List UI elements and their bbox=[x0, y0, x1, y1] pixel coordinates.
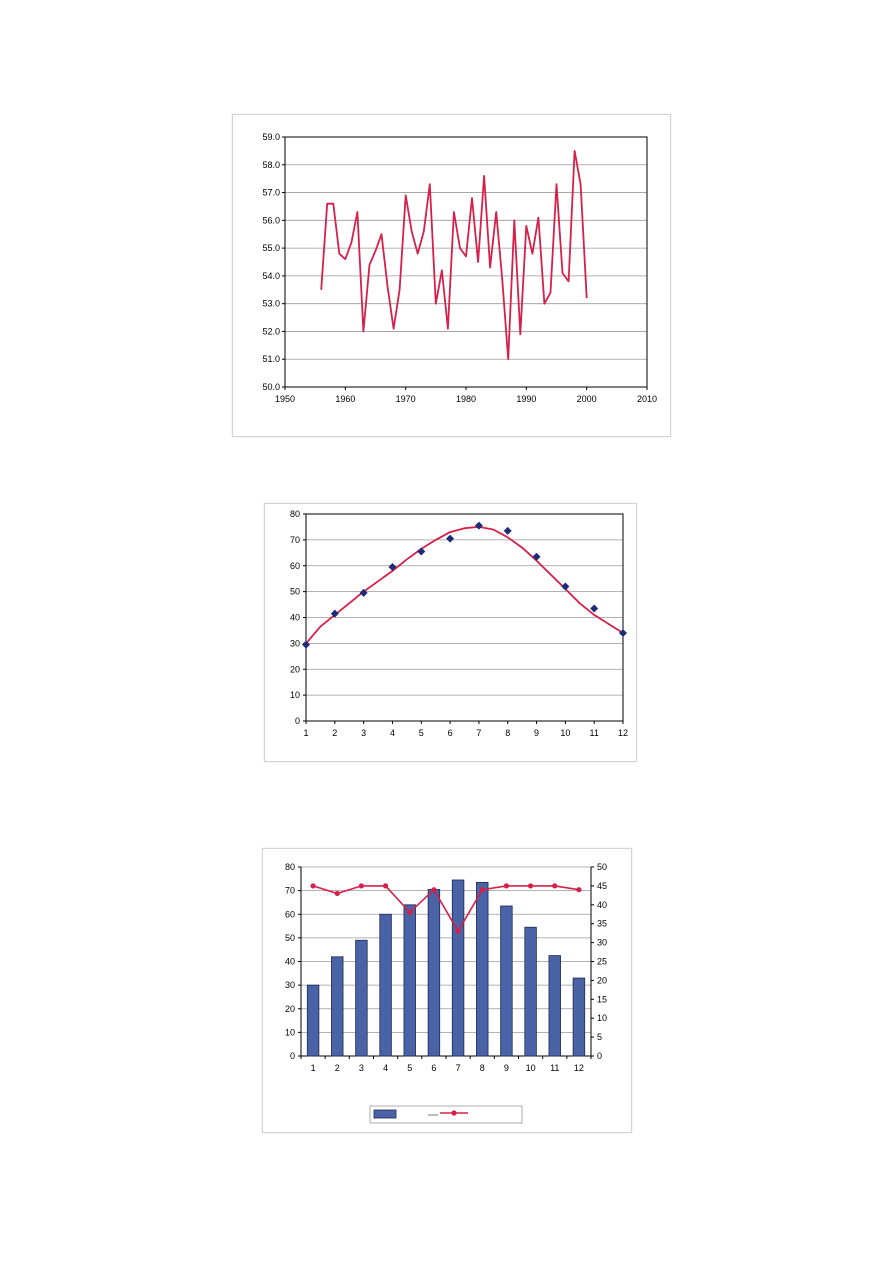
line-point-marker bbox=[383, 883, 388, 888]
x-tick-label: 2 bbox=[334, 1063, 340, 1073]
x-tick-label: 1 bbox=[310, 1063, 316, 1073]
x-tick-label: 7 bbox=[455, 1063, 461, 1073]
bar bbox=[573, 978, 585, 1056]
y-tick-label: 0 bbox=[294, 716, 300, 726]
x-tick-label: 1970 bbox=[395, 394, 416, 404]
x-tick-label: 1 bbox=[303, 728, 309, 738]
line-point-marker bbox=[504, 883, 509, 888]
x-tick-label: 6 bbox=[431, 1063, 437, 1073]
line-point-marker bbox=[335, 891, 340, 896]
y-tick-label: 10 bbox=[289, 690, 300, 701]
y2-tick-label: 25 bbox=[597, 956, 608, 967]
plot-area-frame bbox=[285, 137, 647, 387]
x-tick-label: 11 bbox=[589, 728, 599, 738]
x-tick-label: 4 bbox=[383, 1063, 389, 1073]
legend-swatch-bars bbox=[374, 1110, 396, 1118]
y-tick-label: 60 bbox=[284, 909, 295, 920]
x-tick-label: 9 bbox=[534, 728, 540, 738]
y2-tick-label: 15 bbox=[597, 994, 608, 1005]
data-point-marker bbox=[388, 563, 396, 571]
y-tick-label: 10 bbox=[284, 1027, 295, 1038]
line-point-marker bbox=[431, 887, 436, 892]
data-point-marker bbox=[417, 548, 425, 556]
data-point-marker bbox=[590, 604, 598, 612]
x-tick-label: 2 bbox=[332, 728, 338, 738]
data-point-marker bbox=[302, 641, 310, 649]
bar bbox=[404, 905, 416, 1056]
y-tick-label: 50 bbox=[289, 586, 300, 597]
y-tick-label: 58.0 bbox=[262, 159, 280, 170]
scatter-fit-chart bbox=[265, 504, 638, 763]
y-tick-label: 57.0 bbox=[262, 187, 280, 198]
data-point-marker bbox=[561, 582, 569, 590]
line-point-marker bbox=[407, 910, 412, 915]
x-tick-label: 5 bbox=[407, 1063, 413, 1073]
y2-tick-label: 45 bbox=[597, 880, 608, 891]
y-tick-label: 56.0 bbox=[262, 215, 280, 226]
line-point-marker bbox=[528, 883, 533, 888]
bar-line-combo-chart bbox=[263, 849, 633, 1134]
series-line bbox=[313, 886, 579, 931]
bar bbox=[380, 914, 392, 1056]
y-tick-label: 30 bbox=[289, 638, 300, 649]
bar-line-combo-panel bbox=[262, 848, 632, 1133]
x-tick-label: 4 bbox=[389, 728, 395, 738]
y2-tick-label: 50 bbox=[597, 862, 608, 872]
y-tick-label: 50 bbox=[284, 932, 295, 943]
y-tick-label: 59.0 bbox=[262, 132, 280, 142]
y-tick-label: 20 bbox=[289, 664, 300, 675]
data-point-marker bbox=[475, 522, 483, 530]
x-tick-label: 5 bbox=[418, 728, 424, 738]
data-point-marker bbox=[446, 535, 454, 543]
data-point-marker bbox=[533, 553, 541, 561]
scatter-chart-panel bbox=[264, 503, 637, 762]
y-tick-label: 60 bbox=[289, 560, 300, 571]
y-tick-label: 40 bbox=[289, 612, 300, 623]
line-point-marker bbox=[552, 883, 557, 888]
legend-swatch-line-marker bbox=[451, 1110, 456, 1115]
y2-tick-label: 20 bbox=[597, 975, 608, 986]
x-tick-label: 9 bbox=[503, 1063, 509, 1073]
x-tick-label: 12 bbox=[617, 728, 629, 738]
y-tick-label: 80 bbox=[289, 509, 300, 519]
line-chart-panel bbox=[232, 114, 671, 437]
line-point-marker bbox=[480, 887, 485, 892]
x-tick-label: 10 bbox=[525, 1063, 536, 1073]
bar bbox=[428, 889, 440, 1056]
series-line bbox=[321, 151, 587, 359]
y2-tick-label: 30 bbox=[597, 937, 608, 948]
x-tick-label: 2000 bbox=[576, 394, 597, 404]
x-tick-label: 1960 bbox=[335, 394, 356, 404]
bar bbox=[452, 880, 464, 1056]
line-point-marker bbox=[310, 883, 315, 888]
y-tick-label: 50.0 bbox=[262, 382, 280, 392]
y-tick-label: 40 bbox=[284, 956, 295, 967]
y2-tick-label: 10 bbox=[597, 1013, 608, 1024]
x-tick-label: 2010 bbox=[636, 394, 658, 404]
x-tick-label: 1950 bbox=[274, 394, 296, 404]
data-point-marker bbox=[504, 527, 512, 535]
fit-curve bbox=[306, 527, 623, 644]
y-tick-label: 52.0 bbox=[262, 326, 280, 337]
y-tick-label: 70 bbox=[289, 534, 300, 545]
line-chart bbox=[233, 115, 672, 438]
y-tick-label: 70 bbox=[284, 885, 295, 896]
x-tick-label: 1990 bbox=[516, 394, 537, 404]
x-tick-label: 12 bbox=[573, 1063, 584, 1073]
y-tick-label: 55.0 bbox=[262, 243, 280, 254]
y-tick-label: 0 bbox=[289, 1051, 295, 1061]
bar bbox=[307, 985, 319, 1056]
x-tick-label: 1980 bbox=[455, 394, 477, 404]
line-point-marker bbox=[359, 883, 364, 888]
bar bbox=[356, 940, 368, 1056]
bar bbox=[501, 906, 513, 1056]
y2-tick-label: 5 bbox=[597, 1032, 603, 1043]
x-tick-label: 11 bbox=[550, 1063, 560, 1073]
bar bbox=[525, 927, 537, 1056]
y-tick-label: 53.0 bbox=[262, 298, 280, 309]
y2-tick-label: 0 bbox=[597, 1051, 603, 1061]
x-tick-label: 3 bbox=[358, 1063, 364, 1073]
y-tick-label: 80 bbox=[284, 862, 295, 872]
y-tick-label: 20 bbox=[284, 1003, 295, 1014]
line-point-marker bbox=[455, 929, 460, 934]
y-tick-label: 51.0 bbox=[262, 354, 280, 365]
x-tick-label: 6 bbox=[447, 728, 453, 738]
y2-tick-label: 40 bbox=[597, 899, 608, 910]
x-tick-label: 8 bbox=[505, 728, 511, 738]
bar bbox=[331, 957, 343, 1056]
y2-tick-label: 35 bbox=[597, 918, 608, 929]
x-tick-label: 7 bbox=[476, 728, 482, 738]
x-tick-label: 8 bbox=[479, 1063, 485, 1073]
y-tick-label: 30 bbox=[284, 980, 295, 991]
y-tick-label: 54.0 bbox=[262, 270, 280, 281]
bar bbox=[549, 956, 561, 1056]
bar bbox=[476, 882, 488, 1056]
x-tick-label: 10 bbox=[560, 728, 571, 738]
x-tick-label: 3 bbox=[361, 728, 367, 738]
line-point-marker bbox=[576, 887, 581, 892]
